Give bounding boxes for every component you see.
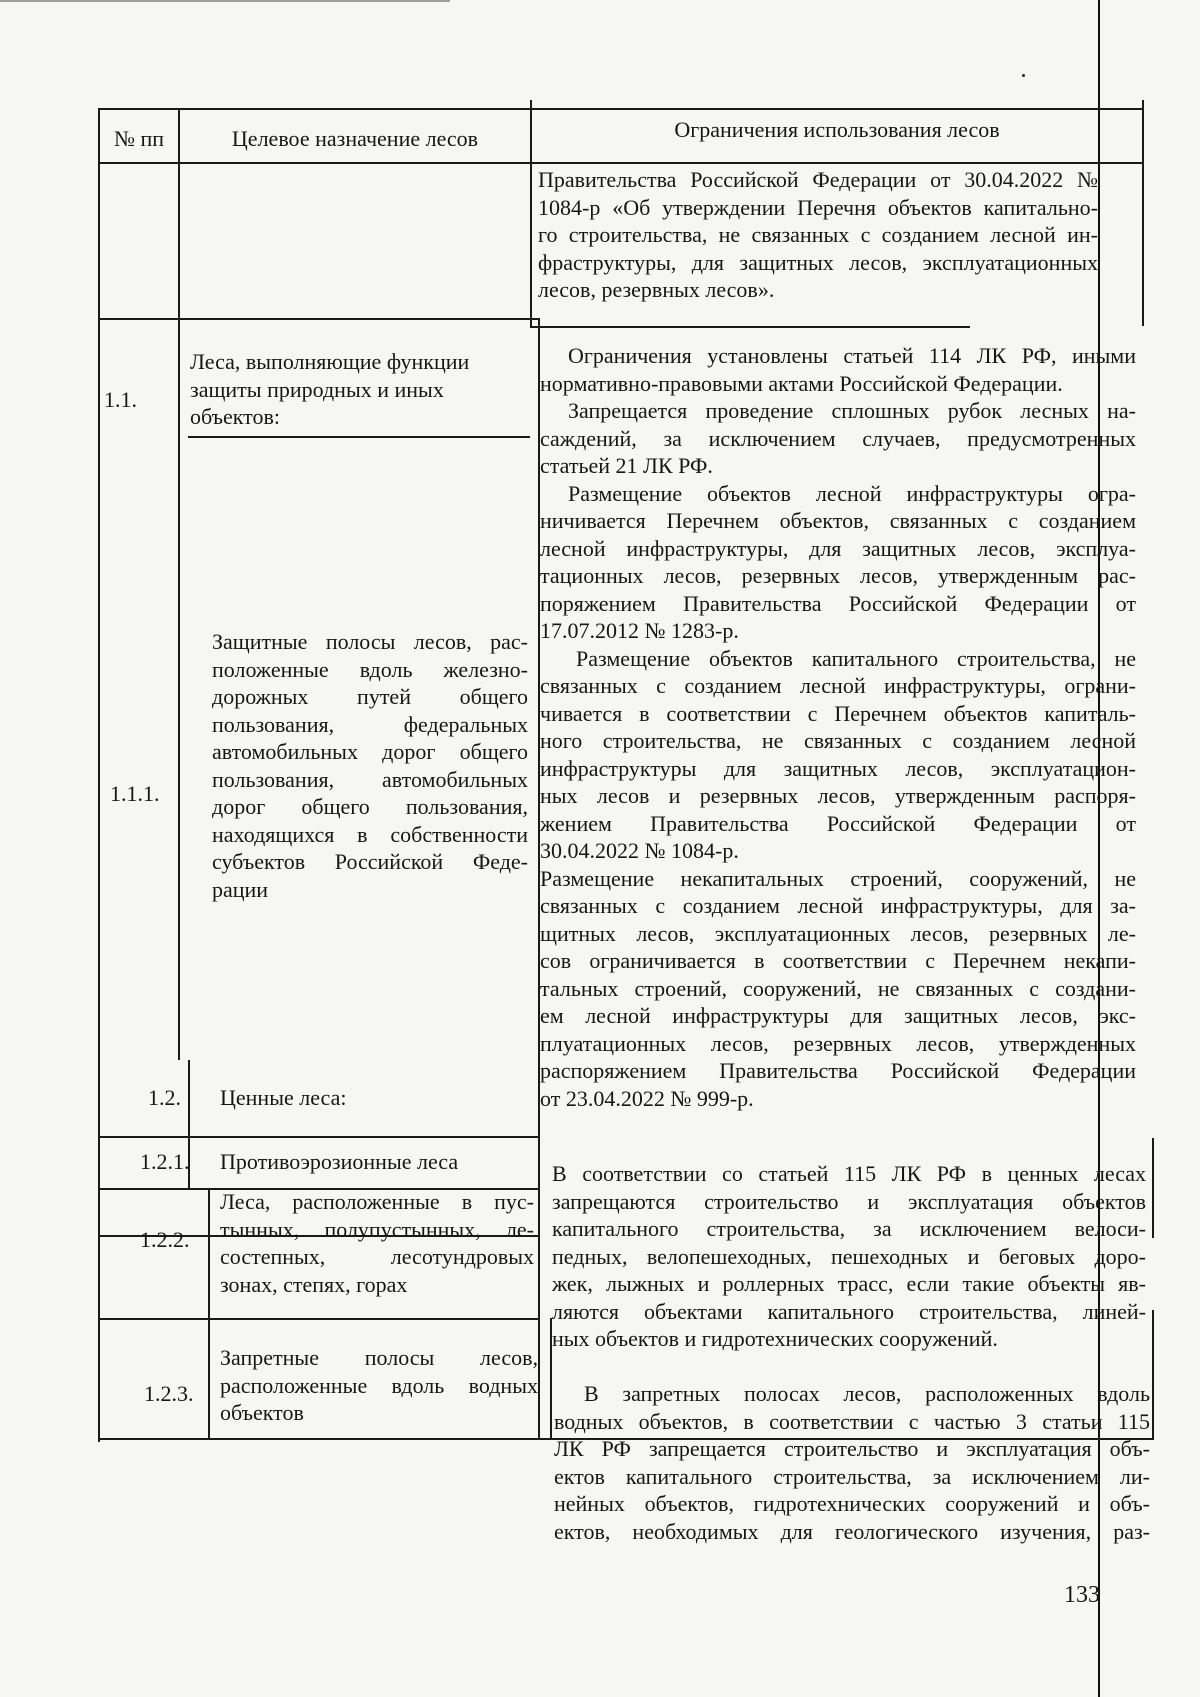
row-number-1-1-1: 1.1.1. — [110, 781, 160, 806]
row-purpose-1-2: Ценные леса: — [220, 1085, 347, 1110]
scan-edge-line — [0, 0, 450, 2]
restrictions-1-2: В соответствии со статьей 115 ЛК РФ в ценных лесах запрещаются строительство и эксплуатация объектов капитального строительства, за исключением велоси- педных, велопешеходных, пешеходных и беговых доро- жек, лыжных и роллерных трасс, если такие объекты яв- ляются объектами капитального строительства, линей- ных объектов и гидротехнических сооружений. — [552, 1161, 1146, 1351]
restrictions-continuation: Правительства Российской Федерации от 30.04.2022 № 1084-р «Об утверждении Перечня объектов капитально- го строительства, не связанных с созданием лесной ин- фраструктуры, для защитных лесов, эксплуатационных лесов, резервных лесов». — [538, 167, 1098, 302]
row-purpose-1-1: Леса, выполняющие функции защиты природных и иных объектов: — [190, 349, 470, 429]
page-number: 133 — [1064, 1582, 1100, 1608]
row-number-1-2-1: 1.2.1. — [140, 1149, 190, 1174]
header-col-restrictions: Ограничения использования лесов — [674, 117, 1000, 142]
row-purpose-1-2-1: Противоэрозионные леса — [220, 1149, 459, 1174]
header-col-number: № пп — [113, 126, 165, 151]
header-col-purpose: Целевое назначение лесов — [231, 126, 479, 151]
scan-speck — [1022, 74, 1025, 77]
restrictions-1-1: Ограничения установлены статьей 114 ЛК РФ, иными нормативно-правовыми актами Российской Федерации. Запрещается проведение сплошных рубок лесных на- саждений, за исключением случаев, предусмотренных статьей 21 ЛК РФ. Размещение объектов лесной инфраструктуры огра- ничивается Перечнем объектов, связанных с созданием лесной инфраструктуры, для защитных лесов, эксплуа- тационных лесов, резервных лесов, утвержденным рас- поряжением Правительства Российской Федерации от 17.07.2012 № 1283-р. Размещение объектов капитального строительства, не связанных с созданием лесной инфраструктуры, ограни- чивается в соответствии с Перечнем объектов капиталь- ного строительства, не связанных с созданием лесной инфраструктуры для защитных лесов, эксплуатацион- ных лесов и резервных лесов, утвержденным распоря- жением Правительства Российской Федерации от 30.04.2022 № 1084-р. Размещение некапитальных строений, сооружений, не связанных с созданием лесной инфраструктуры, для за- щитных лесов, эксплуатационных лесов, резервных ле- сов ограничивается в соответствии с Перечнем некапи- тальных строений, сооружений, не связанных с создани- ем лесной инфраструктуры для защитных лесов, экс- плуатационных лесов, резервных лесов, утвержденных распоряжением Правительства Российской Федерации от 23.04.2022 № 999-р. — [540, 343, 1136, 1111]
row-number-1-1: 1.1. — [104, 387, 137, 412]
row-purpose-1-1-1: Защитные полосы лесов, рас- положенные вдоль железно- дорожных путей общего пользования, федеральных автомобильных дорог общего пользования, автомобильных дорог общего пользования, находящихся в собственности субъектов Российской Феде- рации — [212, 629, 528, 902]
row-purpose-1-2-3: Запретные полосы лесов, расположенные вдоль водных объектов — [220, 1345, 538, 1425]
row-purpose-1-2-2: Леса, расположенные в пус- тынных, полупустынных, ле- состепных, лесотундровых зонах, степях, горах — [220, 1189, 534, 1297]
row-number-1-2: 1.2. — [148, 1085, 181, 1110]
row-number-1-2-2: 1.2.2. — [140, 1227, 190, 1252]
restrictions-1-2-3: В запретных полосах лесов, расположенных вдоль водных объектов, в соответствии с частью 3 статьи 115 ЛК РФ запрещается строительство и эксплуатация объ- ектов капитального строительства, за исключением ли- нейных объектов, гидротехнических сооружений и объ- ектов, необходимых для геологического изучения, раз- — [554, 1381, 1150, 1544]
row-number-1-2-3: 1.2.3. — [144, 1381, 194, 1406]
